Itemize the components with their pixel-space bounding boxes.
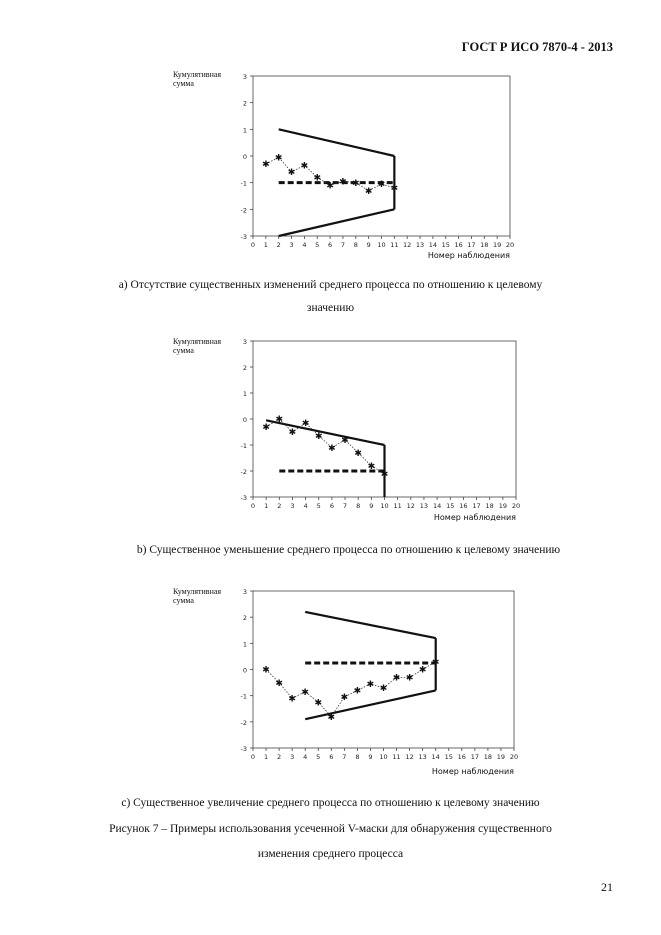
x-tick-label: 3	[289, 241, 294, 249]
x-axis-label: Номер наблюдения	[433, 513, 516, 522]
x-tick-label: 7	[342, 502, 348, 510]
x-tick-label: 16	[457, 753, 466, 761]
data-point: ✱	[275, 415, 284, 426]
y-tick-label: -3	[240, 494, 247, 502]
x-tick-label: 14	[428, 241, 438, 249]
x-tick-label: 4	[303, 753, 308, 761]
y-tick-label: -1	[240, 692, 247, 701]
figure-title-line2: изменения среднего процесса	[257, 848, 404, 860]
x-tick-label: 13	[418, 753, 427, 761]
x-tick-label: 17	[467, 241, 476, 249]
data-point: ✱	[288, 694, 296, 705]
x-tick-label: 17	[470, 753, 479, 761]
y-tick-label: -1	[240, 179, 247, 188]
y-tick-label: 3	[242, 588, 247, 596]
x-tick-label: 7	[342, 753, 347, 761]
x-tick-label: 8	[356, 502, 361, 510]
x-tick-label: 5	[316, 502, 321, 510]
x-tick-label: 14	[431, 753, 440, 761]
caption-a-line2: значению	[306, 302, 355, 314]
data-point: ✱	[352, 178, 360, 189]
x-tick-label: 11	[393, 502, 402, 510]
data-point: ✱	[288, 428, 297, 439]
x-tick-label: 4	[303, 502, 308, 510]
x-tick-label: 19	[498, 502, 507, 510]
data-point: ✱	[301, 419, 310, 430]
x-tick-label: 0	[250, 753, 256, 761]
data-point: ✱	[327, 712, 336, 723]
x-tick-label: 11	[392, 753, 401, 761]
caption-c: c) Существенное увеличение среднего процесса по отношению к целевому значению	[121, 797, 540, 809]
data-point: ✱	[301, 687, 309, 698]
data-point: ✱	[326, 181, 334, 192]
data-point: ✱	[262, 665, 270, 676]
data-point: ✱	[364, 186, 373, 197]
data-point: ✱	[367, 462, 376, 472]
x-tick-label: 12	[403, 241, 412, 249]
x-tick-label: 3	[290, 753, 295, 761]
data-point: ✱	[314, 698, 323, 709]
x-tick-label: 12	[405, 753, 414, 761]
y-tick-label: 3	[242, 73, 247, 81]
x-tick-label: 13	[419, 502, 429, 510]
data-point: ✱	[300, 161, 309, 172]
document-header: ГОСТ Р ИСО 7870-4 - 2013	[461, 40, 613, 54]
x-tick-label: 18	[485, 502, 494, 510]
chart-c-ylabel-text: Кумулятивная сумма	[173, 587, 222, 605]
x-tick-label: 16	[454, 241, 463, 249]
x-tick-label: 15	[446, 502, 455, 510]
x-tick-label: 10	[379, 753, 388, 761]
plot-frame	[253, 591, 514, 748]
chart-b-ylabel-text: Кумулятивная сумма	[173, 337, 222, 355]
y-tick-label: 2	[242, 99, 247, 108]
y-tick-label: -2	[240, 718, 247, 727]
data-point: ✱	[366, 680, 375, 691]
x-tick-label: 20	[511, 502, 521, 510]
data-point: ✱	[379, 684, 388, 695]
data-point: ✱	[392, 673, 401, 684]
x-tick-label: 15	[444, 753, 453, 761]
data-point: ✱	[328, 443, 336, 454]
data-point: ✱	[354, 449, 362, 459]
x-tick-label: 4	[302, 241, 307, 249]
x-tick-label: 5	[316, 753, 321, 761]
x-tick-label: 1	[264, 502, 269, 510]
x-tick-label: 18	[480, 241, 489, 249]
data-point: ✱	[390, 184, 399, 195]
data-point: ✱	[418, 665, 427, 676]
x-tick-label: 20	[505, 241, 515, 249]
chart-a-ylabel-text: Кумулятивная сумма	[173, 70, 222, 88]
x-tick-label: 7	[340, 241, 346, 249]
data-point: ✱	[339, 177, 347, 188]
x-tick-label: 13	[415, 241, 425, 249]
data-point: ✱	[341, 436, 349, 446]
data-point: ✱	[380, 469, 389, 480]
caption-a-line1: а) Отсутствие существенных изменений среднего процесса по отношению к целевому	[118, 279, 543, 291]
x-tick-label: 2	[277, 502, 282, 510]
data-point: ✱	[340, 693, 349, 704]
x-tick-label: 9	[368, 753, 373, 761]
y-tick-label: -3	[240, 233, 247, 241]
data-point: ✱	[262, 423, 270, 433]
y-tick-label: 0	[242, 666, 247, 675]
x-tick-label: 19	[496, 753, 506, 761]
x-tick-label: 19	[493, 241, 502, 249]
x-tick-label: 16	[459, 502, 468, 510]
data-point: ✱	[313, 173, 322, 184]
y-tick-label: -3	[240, 745, 247, 753]
y-tick-label: -2	[240, 206, 247, 215]
x-tick-label: 12	[406, 502, 415, 510]
y-tick-label: -2	[240, 468, 247, 476]
v-mask-lower-arm	[305, 690, 436, 719]
x-tick-label: 2	[276, 241, 281, 249]
x-tick-label: 2	[277, 753, 282, 761]
x-tick-label: 5	[315, 241, 320, 249]
y-tick-label: 2	[242, 364, 247, 372]
data-point: ✱	[353, 686, 362, 697]
y-tick-label: 1	[242, 390, 247, 398]
y-tick-label: 0	[242, 153, 247, 161]
x-tick-label: 14	[432, 502, 442, 510]
y-tick-label: 1	[242, 640, 247, 649]
data-point: ✱	[431, 657, 440, 668]
x-tick-label: 1	[263, 753, 269, 761]
x-tick-label: 17	[472, 502, 481, 510]
x-tick-label: 18	[483, 753, 493, 761]
data-point: ✱	[274, 153, 283, 164]
x-tick-label: 15	[441, 241, 450, 249]
x-tick-label: 3	[290, 502, 295, 510]
data-point: ✱	[262, 160, 270, 171]
x-tick-label: 8	[355, 753, 360, 761]
page-number: 21	[601, 880, 613, 894]
x-tick-label: 9	[366, 241, 371, 249]
x-tick-label: 6	[329, 502, 334, 510]
x-tick-label: 6	[329, 753, 334, 761]
x-axis-label: Номер наблюдения	[427, 251, 510, 260]
data-point: ✱	[377, 180, 386, 191]
data-point: ✱	[314, 432, 323, 443]
y-tick-label: 3	[242, 338, 247, 346]
x-tick-label: 0	[250, 502, 256, 510]
v-mask-upper-arm	[305, 612, 436, 638]
figure-title-line1: Рисунок 7 – Примеры использования усеченной V-маски для обнаружения существенного	[109, 823, 552, 835]
x-tick-label: 10	[377, 241, 386, 249]
x-tick-label: 6	[328, 241, 333, 249]
x-tick-label: 8	[353, 241, 358, 249]
x-tick-label: 20	[509, 753, 519, 761]
y-tick-label: 1	[242, 126, 247, 135]
x-tick-label: 11	[390, 241, 399, 249]
data-point: ✱	[287, 168, 296, 179]
data-point: ✱	[405, 673, 414, 684]
x-tick-label: 0	[250, 241, 256, 249]
x-tick-label: 9	[369, 502, 374, 510]
y-tick-label: 2	[242, 614, 247, 623]
y-tick-label: -1	[240, 442, 247, 450]
y-tick-label: 0	[242, 416, 247, 424]
data-point: ✱	[275, 678, 283, 689]
x-axis-label: Номер наблюдения	[431, 767, 514, 776]
caption-b: b) Существенное уменьшение среднего процесса по отношению к целевому значению	[136, 544, 561, 556]
x-tick-label: 1	[263, 241, 268, 249]
x-tick-label: 10	[380, 502, 389, 510]
